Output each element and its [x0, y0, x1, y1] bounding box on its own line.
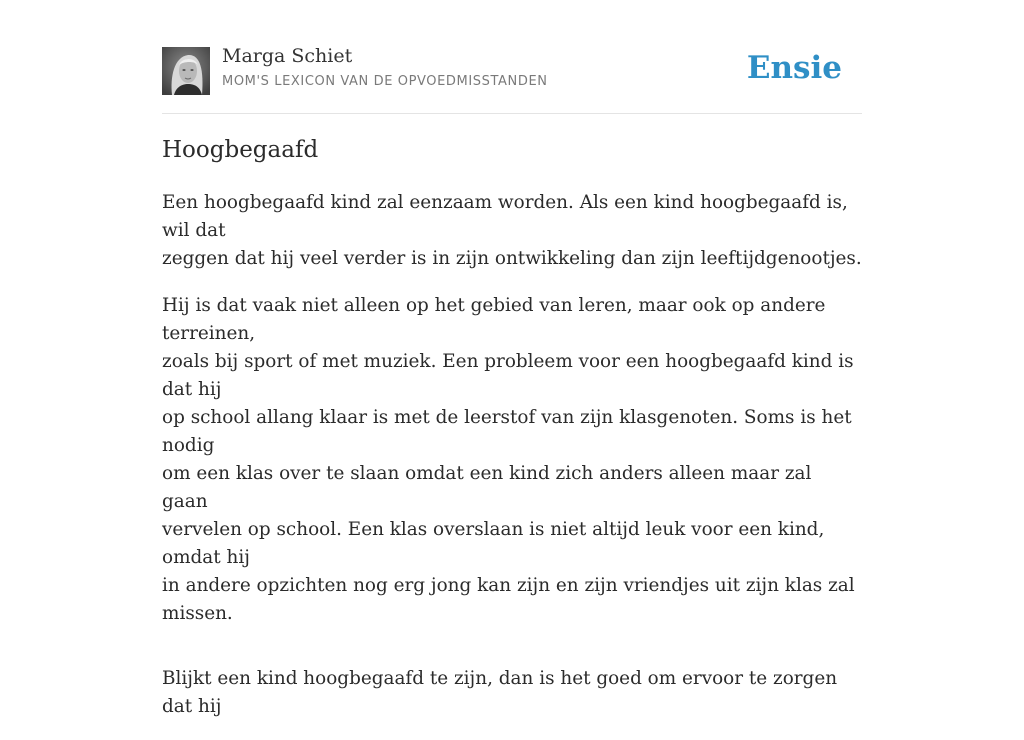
article-paragraph: Een hoogbegaafd kind zal eenzaam worden. Als een kind hoogbegaafd is, wil dat zeggen dat hij veel verder is in zijn ontwikkeling dan zijn leeftijdgenootjes. — [162, 192, 862, 269]
article-page — [162, 0, 862, 717]
publication-name[interactable]: MOM'S LEXICON VAN DE OPVOEDMISSTANDEN — [222, 74, 548, 89]
author-name[interactable]: Marga Schiet — [222, 45, 353, 67]
article-header — [162, 0, 862, 114]
author-portrait-icon — [162, 47, 210, 95]
article-paragraph: Blijkt een kind hoogbegaafd te zijn, dan is het goed om ervoor te zorgen dat hij — [162, 668, 838, 717]
article-body — [162, 189, 862, 740]
ensie-logo[interactable]: Ensie — [746, 50, 842, 86]
article-title: Hoogbegaafd — [162, 137, 319, 163]
author-avatar[interactable] — [162, 47, 210, 95]
article-paragraph: Hij is dat vaak niet alleen op het gebied van leren, maar ook op andere terreinen, zoals bij sport of met muziek. Een probleem voor een hoogbegaafd kind is dat hij op school allang klaar is met de leerstof van zijn klasgenoten. Soms is het nodig om een klas over te slaan omdat een kind zich anders alleen maar zal gaan vervelen op school. Een klas overslaan is niet altijd leuk voor een kind, omdat hij in andere opzichten nog erg jong kan zijn en zijn vriendjes uit zijn klas zal missen. — [162, 295, 855, 624]
